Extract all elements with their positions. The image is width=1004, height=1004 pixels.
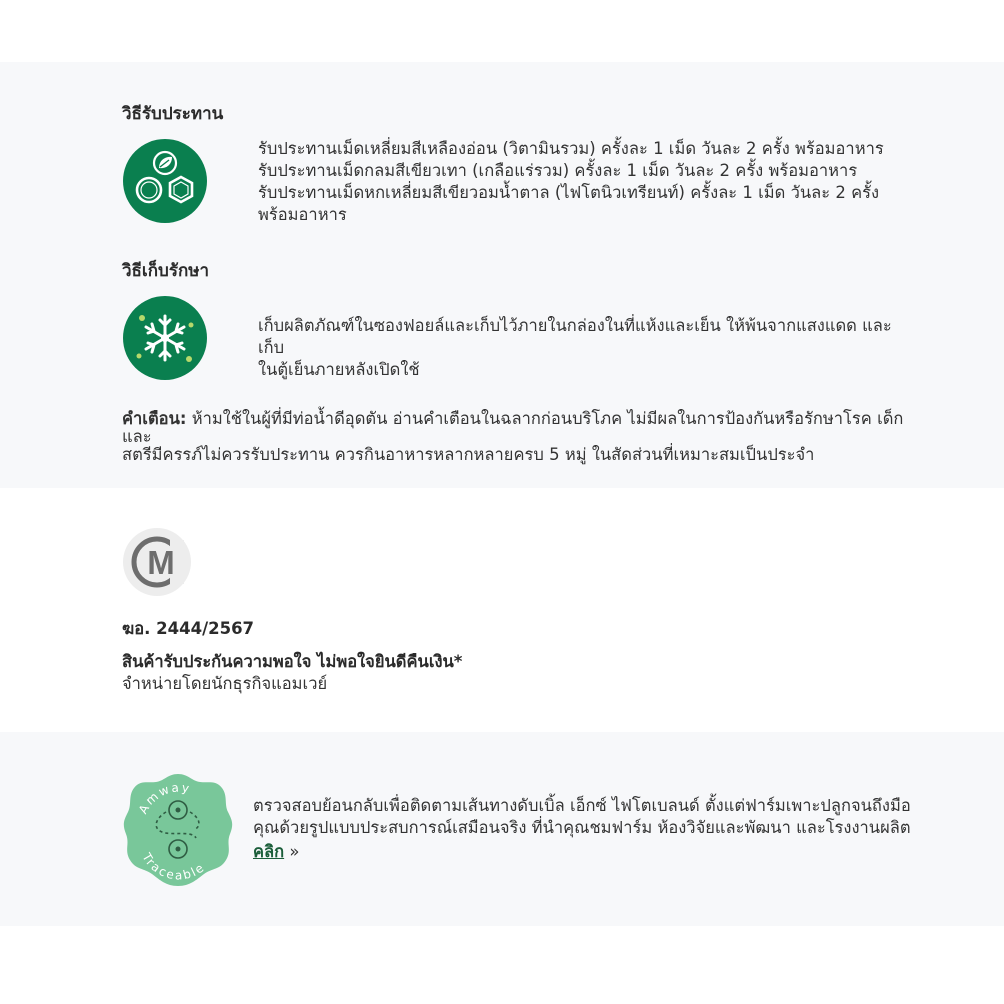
traceable-line-2: คุณด้วยรูปแบบประสบการณ์เสมือนจริง ที่นำคุณชมฟาร์ม ห้องวิจัยและพัฒนา และโรงงานผลิต <box>253 818 911 837</box>
usage-line: รับประทานเม็ดหกเหลี่ยมสีเขียวอมน้ำตาล (ไฟโตนิวเทรียนท์) ครั้งละ 1 เม็ด วันละ 2 ครั้ง <box>258 183 880 202</box>
halal-badge-letter: M <box>147 544 175 581</box>
badge-bottom-text: Traceable <box>139 850 208 883</box>
storage-heading: วิธีเก็บรักษา <box>122 261 209 281</box>
storage-line: ในตู้เย็นภายหลังเปิดใช้ <box>258 360 420 379</box>
warning-line-1-text: ห้ามใช้ในผู้ที่มีท่อน้ำดีอุดตัน อ่านคำเตือนในฉลากก่อนบริโภค ไม่มีผลในการป้องกันหรือรักษาโรค เด็กและ <box>122 409 904 446</box>
warning-line-2: สตรีมีครรภ์ไม่ควรรับประทาน ควรกินอาหารหลากหลายครบ 5 หมู่ ในสัดส่วนที่เหมาะสมเป็นประจำ <box>122 445 815 464</box>
storage-instructions <box>258 315 898 381</box>
usage-line: รับประทานเม็ดเหลี่ยมสีเหลืองอ่อน (วิตามินรวม) ครั้งละ 1 เม็ด วันละ 2 ครั้ง พร้อมอาหาร <box>258 139 884 158</box>
storage-line: เก็บผลิตภัณฑ์ในซองฟอยล์และเก็บไว้ภายในกล่องในที่แห้งและเย็น ให้พ้นจากแสงแดด และเก็บ <box>258 316 892 357</box>
usage-heading: วิธีรับประทาน <box>122 104 224 124</box>
warning-text <box>122 410 912 464</box>
usage-instructions <box>258 138 898 226</box>
tablets-leaf-icon <box>123 139 207 223</box>
distributor-text: จำหน่ายโดยนักธุรกิจแอมเวย์ <box>122 674 328 693</box>
traceable-link-row <box>253 841 933 863</box>
guarantee-text: สินค้ารับประกันความพอใจ ไม่พอใจยินดีคืนเงิน* <box>122 652 463 671</box>
chevron-right-icon: » <box>289 842 300 861</box>
amway-traceable-badge-icon <box>122 772 234 888</box>
badge-top-text: Amway <box>135 780 193 817</box>
usage-line: พร้อมอาหาร <box>258 205 347 224</box>
snowflake-icon <box>123 296 207 380</box>
warning-label: คำเตือน: <box>122 409 187 428</box>
usage-line: รับประทานเม็ดกลมสีเขียวเทา (เกลือแร่รวม) ครั้งละ 1 เม็ด วันละ 2 ครั้ง พร้อมอาหาร <box>258 161 858 180</box>
warning-line-1 <box>122 410 912 446</box>
registration-number: ฆอ. 2444/2567 <box>122 619 255 638</box>
traceable-description <box>253 795 933 863</box>
traceable-click-link[interactable]: คลิก <box>253 842 285 861</box>
traceable-line-1: ตรวจสอบย้อนกลับเพื่อติดตามเส้นทางดับเบิ้ล เอ็กซ์ ไฟโตเบลนด์ ตั้งแต่ฟาร์มเพาะปลูกจนถึงมือ <box>253 796 911 815</box>
halal-m-badge-icon <box>123 528 191 596</box>
